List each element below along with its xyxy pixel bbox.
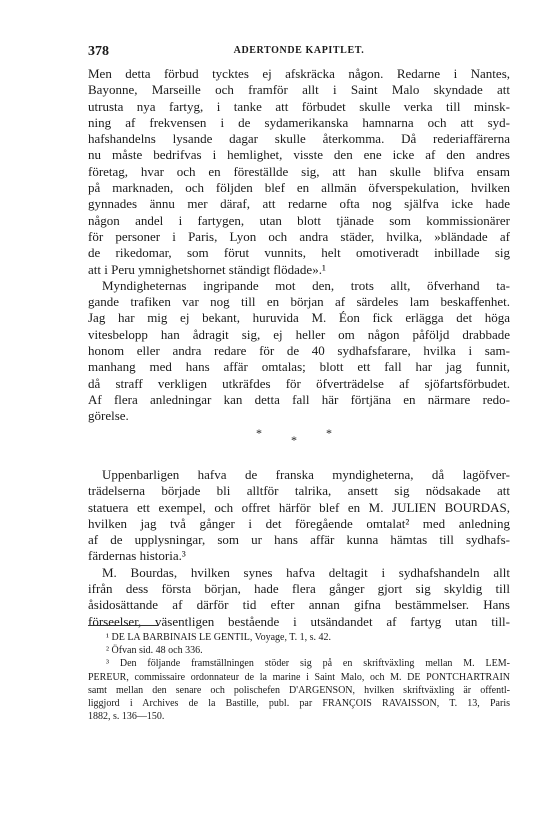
text-line: Bayonne, Marseille och framför allt i Saint Malo skyndade att [88, 82, 510, 98]
page-number: 378 [88, 44, 109, 59]
text-line: statuera ett exempel, och offret härför blef en M. JULIEN BOURDAS, [88, 499, 510, 515]
text-line: förseelser, väsentligen bestående i utsändandet af fartyg utan till- [88, 613, 510, 629]
footnote: ³ Den följande framställningen stöder sig på en skriftväxling mellan M. LEM- [106, 658, 510, 670]
footnote-line: liggjord i Archives de la Bastille, publ. par FRANÇOIS RAVAISSON, T. 13, Paris [88, 697, 510, 709]
separator-asterisk: * [291, 433, 297, 447]
running-head: ADERTONDE KAPITLET. [233, 45, 365, 56]
footnote-line: 1882, s. 136—150. [88, 711, 165, 723]
footnote: ¹ DE LA BARBINAIS LE GENTIL, Voyage, T. 1, s. 42. [106, 632, 332, 643]
text-line: vitesbelopp han ådragit sig, ej heller om någon påföljd drabbade [88, 326, 510, 342]
text-line: Jag har mig ej bekant, huruvida M. Éon fick erlägga det höga [88, 310, 510, 326]
text-line: nu måste bedrifvas i hemlighet, visste den ene icke af den andres [88, 147, 510, 163]
text-line: företag, hvar och en föreställde sig, att han skulle blifva ensam [88, 163, 510, 179]
footnotes [88, 631, 510, 723]
text-line: M. Bourdas, hvilken synes hafva deltagit i sydhafshandeln allt [102, 564, 510, 580]
text-block-top [88, 66, 510, 425]
text-line: ifrån dess första början, hade flera gånger gjort sig skyldig till [88, 581, 510, 597]
text-line: gande trafiken var nog till en början af särdeles lam beskaffenhet. [88, 294, 510, 310]
text-line: Af flera anledningar kan detta fall här förtjäna en närmare redo- [88, 391, 510, 407]
text-line: färdernas historia.³ [88, 548, 186, 564]
text-line: då straff verkligen utkräfdes för öfverträdelse af sjöfartsförbudet. [88, 375, 510, 391]
text-line: honom eller andra redare för de 40 sydhafsfarare, hvilka i sam- [88, 343, 510, 359]
text-line: utrusta nya fartyg, i tanke att förbudet skulle verka till minsk- [88, 98, 510, 114]
text-line: hafshandelns lysande dagar skulle återkomma. Då rederiaffärerna [88, 131, 510, 147]
text-line: att i Peru ymnighetshornet ständigt flödade».¹ [88, 261, 326, 277]
text-line: ning af frekvensen i de sydamerikanska hamnarna och att syd- [88, 114, 510, 130]
footnote-line: samt mellan den senare och polischefen D'ARGENSON, hvilken skriftväxling är offentl- [88, 684, 510, 696]
footnote-line: PEREUR, commissaire ordonnateur de la marine i Saint Malo, och M. DE PONTCHARTRAIN [88, 671, 510, 683]
page-header [88, 44, 510, 60]
text-line: hvilken jag två gånger i det föregående omtalat² med anledning [88, 515, 510, 531]
separator-asterisk: * [256, 426, 262, 440]
text-line: görelse. [88, 408, 129, 424]
text-line: för personer i Paris, Lyon och andra städer, hvilka, »bländade af [88, 228, 510, 244]
text-line: Men detta förbud tycktes ej afskräcka någon. Redarne i Nantes, [88, 66, 510, 81]
text-line: manhang med hans affär omtalas; blott ett fall har jag funnit, [88, 359, 510, 375]
footnote: ² Öfvan sid. 48 och 336. [106, 645, 203, 657]
text-line: på marknaden, och följden blef en allmän öfverspekulation, hvilken [88, 180, 510, 196]
footnote-rule [88, 625, 158, 626]
text-line: trädelserna började bli alltför talrika, ansett sig nödsakade att [88, 483, 510, 499]
text-line: af de upplysningar, som ur hans affär kunna hämtas till sydhafs- [88, 532, 510, 548]
section-separator [88, 426, 510, 446]
text-line: någon andel i fartygen, utan blott tjänade som kommissionärer [88, 212, 510, 228]
text-line: gynnades ännu mer däraf, att redarne ofta nog själfva icke hade [88, 196, 510, 212]
text-line: Myndigheternas ingripande mot den, trots allt, öfverhand ta- [102, 277, 510, 293]
text-line: Uppenbarligen hafva de franska myndigheterna, då lagöfver- [102, 467, 510, 482]
text-line: åsidosättande af därför tid efter annan gifna bestämmelser. Hans [88, 597, 510, 613]
separator-asterisk: * [326, 426, 332, 440]
text-block-bottom [88, 467, 510, 630]
text-line: de rikedomar, som förut vunnits, helt omotiveradt inbillade sig [88, 245, 510, 261]
